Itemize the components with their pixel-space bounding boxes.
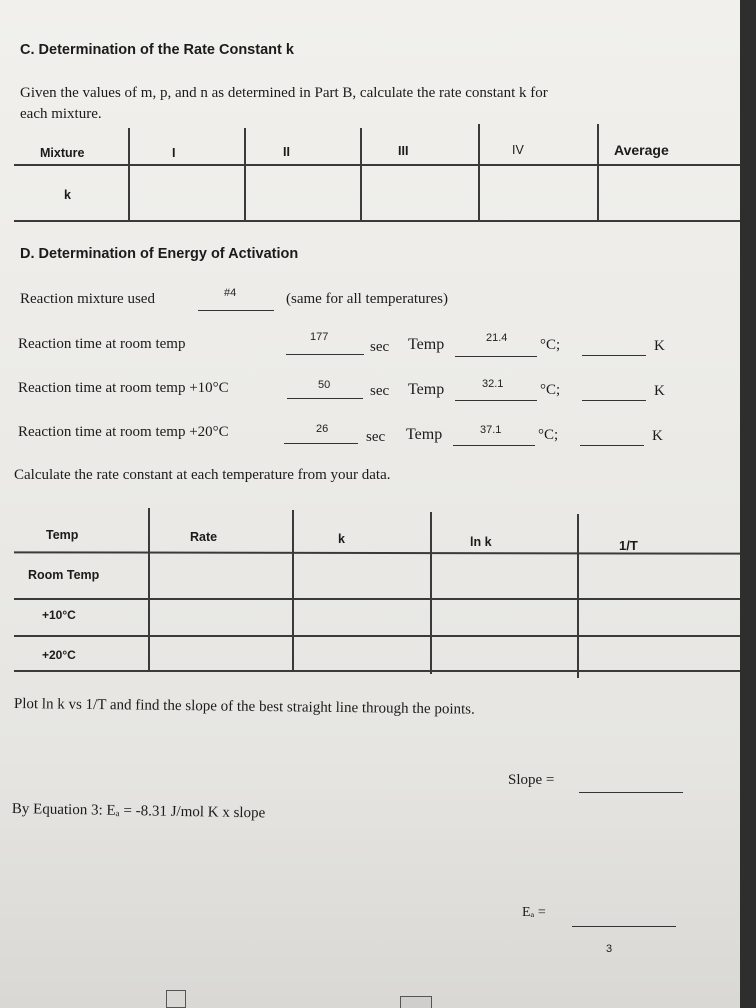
ea-label: Eₐ = — [522, 905, 546, 920]
reaction-label-plus20: Reaction time at room temp +20°C — [18, 424, 229, 440]
celsius-value-plus10: 32.1 — [482, 378, 504, 390]
row-label-plus20: +20°C — [42, 648, 76, 662]
header-k: k — [338, 532, 345, 546]
ea-blank — [572, 908, 676, 927]
header-mixture-iii: III — [398, 144, 409, 158]
checkbox-mark — [166, 990, 186, 1008]
mixture-label: Reaction mixture used — [20, 291, 155, 307]
celsius-suffix-room: °C; — [540, 337, 561, 353]
header-temp: Temp — [46, 528, 79, 542]
temp-word-plus10: Temp — [408, 381, 445, 398]
mixture-value: #4 — [224, 287, 237, 299]
mixture-note: (same for all temperatures) — [286, 291, 449, 307]
kelvin-blank-room — [582, 337, 646, 356]
calc-instruction: Calculate the rate constant at each temperature from your data. — [14, 467, 391, 483]
slope-label: Slope = — [508, 772, 555, 788]
time-value-plus10: 50 — [318, 379, 331, 391]
row-label-plus10: +10°C — [42, 608, 76, 622]
section-c-instruction-line1: Given the values of m, p, and n as determined in Part B, calculate the rate constant k for — [20, 85, 548, 101]
section-c-instruction-line2: each mixture. — [20, 106, 102, 122]
temp-word-room: Temp — [408, 336, 445, 353]
slope-blank — [579, 774, 683, 793]
page-number: 3 — [606, 943, 613, 955]
kelvin-suffix-plus10: K — [654, 383, 665, 399]
temp-word-plus20: Temp — [406, 426, 443, 443]
celsius-value-room: 21.4 — [486, 332, 508, 344]
header-ln-k: ln k — [470, 535, 492, 549]
celsius-suffix-plus10: °C; — [540, 382, 561, 398]
kelvin-blank-plus10 — [582, 382, 646, 401]
plot-instruction: Plot ln k vs 1/T and find the slope of the best straight line through the points. — [13, 696, 475, 718]
time-value-room: 177 — [310, 331, 329, 343]
row-label-room-temp: Room Temp — [28, 568, 100, 582]
section-d-title: D. Determination of Energy of Activation — [20, 246, 299, 262]
header-mixture-ii: II — [283, 145, 290, 159]
reaction-label-plus10: Reaction time at room temp +10°C — [18, 380, 229, 396]
scan-mark — [400, 996, 432, 1008]
sec-word-plus20: sec — [366, 429, 386, 445]
celsius-suffix-plus20: °C; — [538, 427, 559, 443]
header-inverse-t: 1/T — [619, 538, 638, 553]
header-rate: Rate — [190, 530, 218, 544]
row-label-k: k — [64, 188, 71, 202]
header-mixture-iv: IV — [512, 143, 524, 157]
time-value-plus20: 26 — [316, 423, 329, 435]
kelvin-blank-plus20 — [580, 427, 644, 446]
header-average: Average — [614, 142, 669, 158]
header-mixture-i: I — [172, 146, 176, 160]
kelvin-suffix-plus20: K — [652, 428, 663, 444]
celsius-value-plus20: 37.1 — [480, 424, 502, 436]
reaction-label-room: Reaction time at room temp — [18, 336, 186, 352]
equation-text: By Equation 3: Eₐ = -8.31 J/mol K x slope — [11, 801, 266, 822]
header-mixture: Mixture — [40, 146, 85, 160]
sec-word-plus10: sec — [370, 383, 390, 399]
sec-word-room: sec — [370, 339, 390, 355]
kelvin-suffix-room: K — [654, 338, 665, 354]
section-c-title: C. Determination of the Rate Constant k — [20, 42, 294, 58]
